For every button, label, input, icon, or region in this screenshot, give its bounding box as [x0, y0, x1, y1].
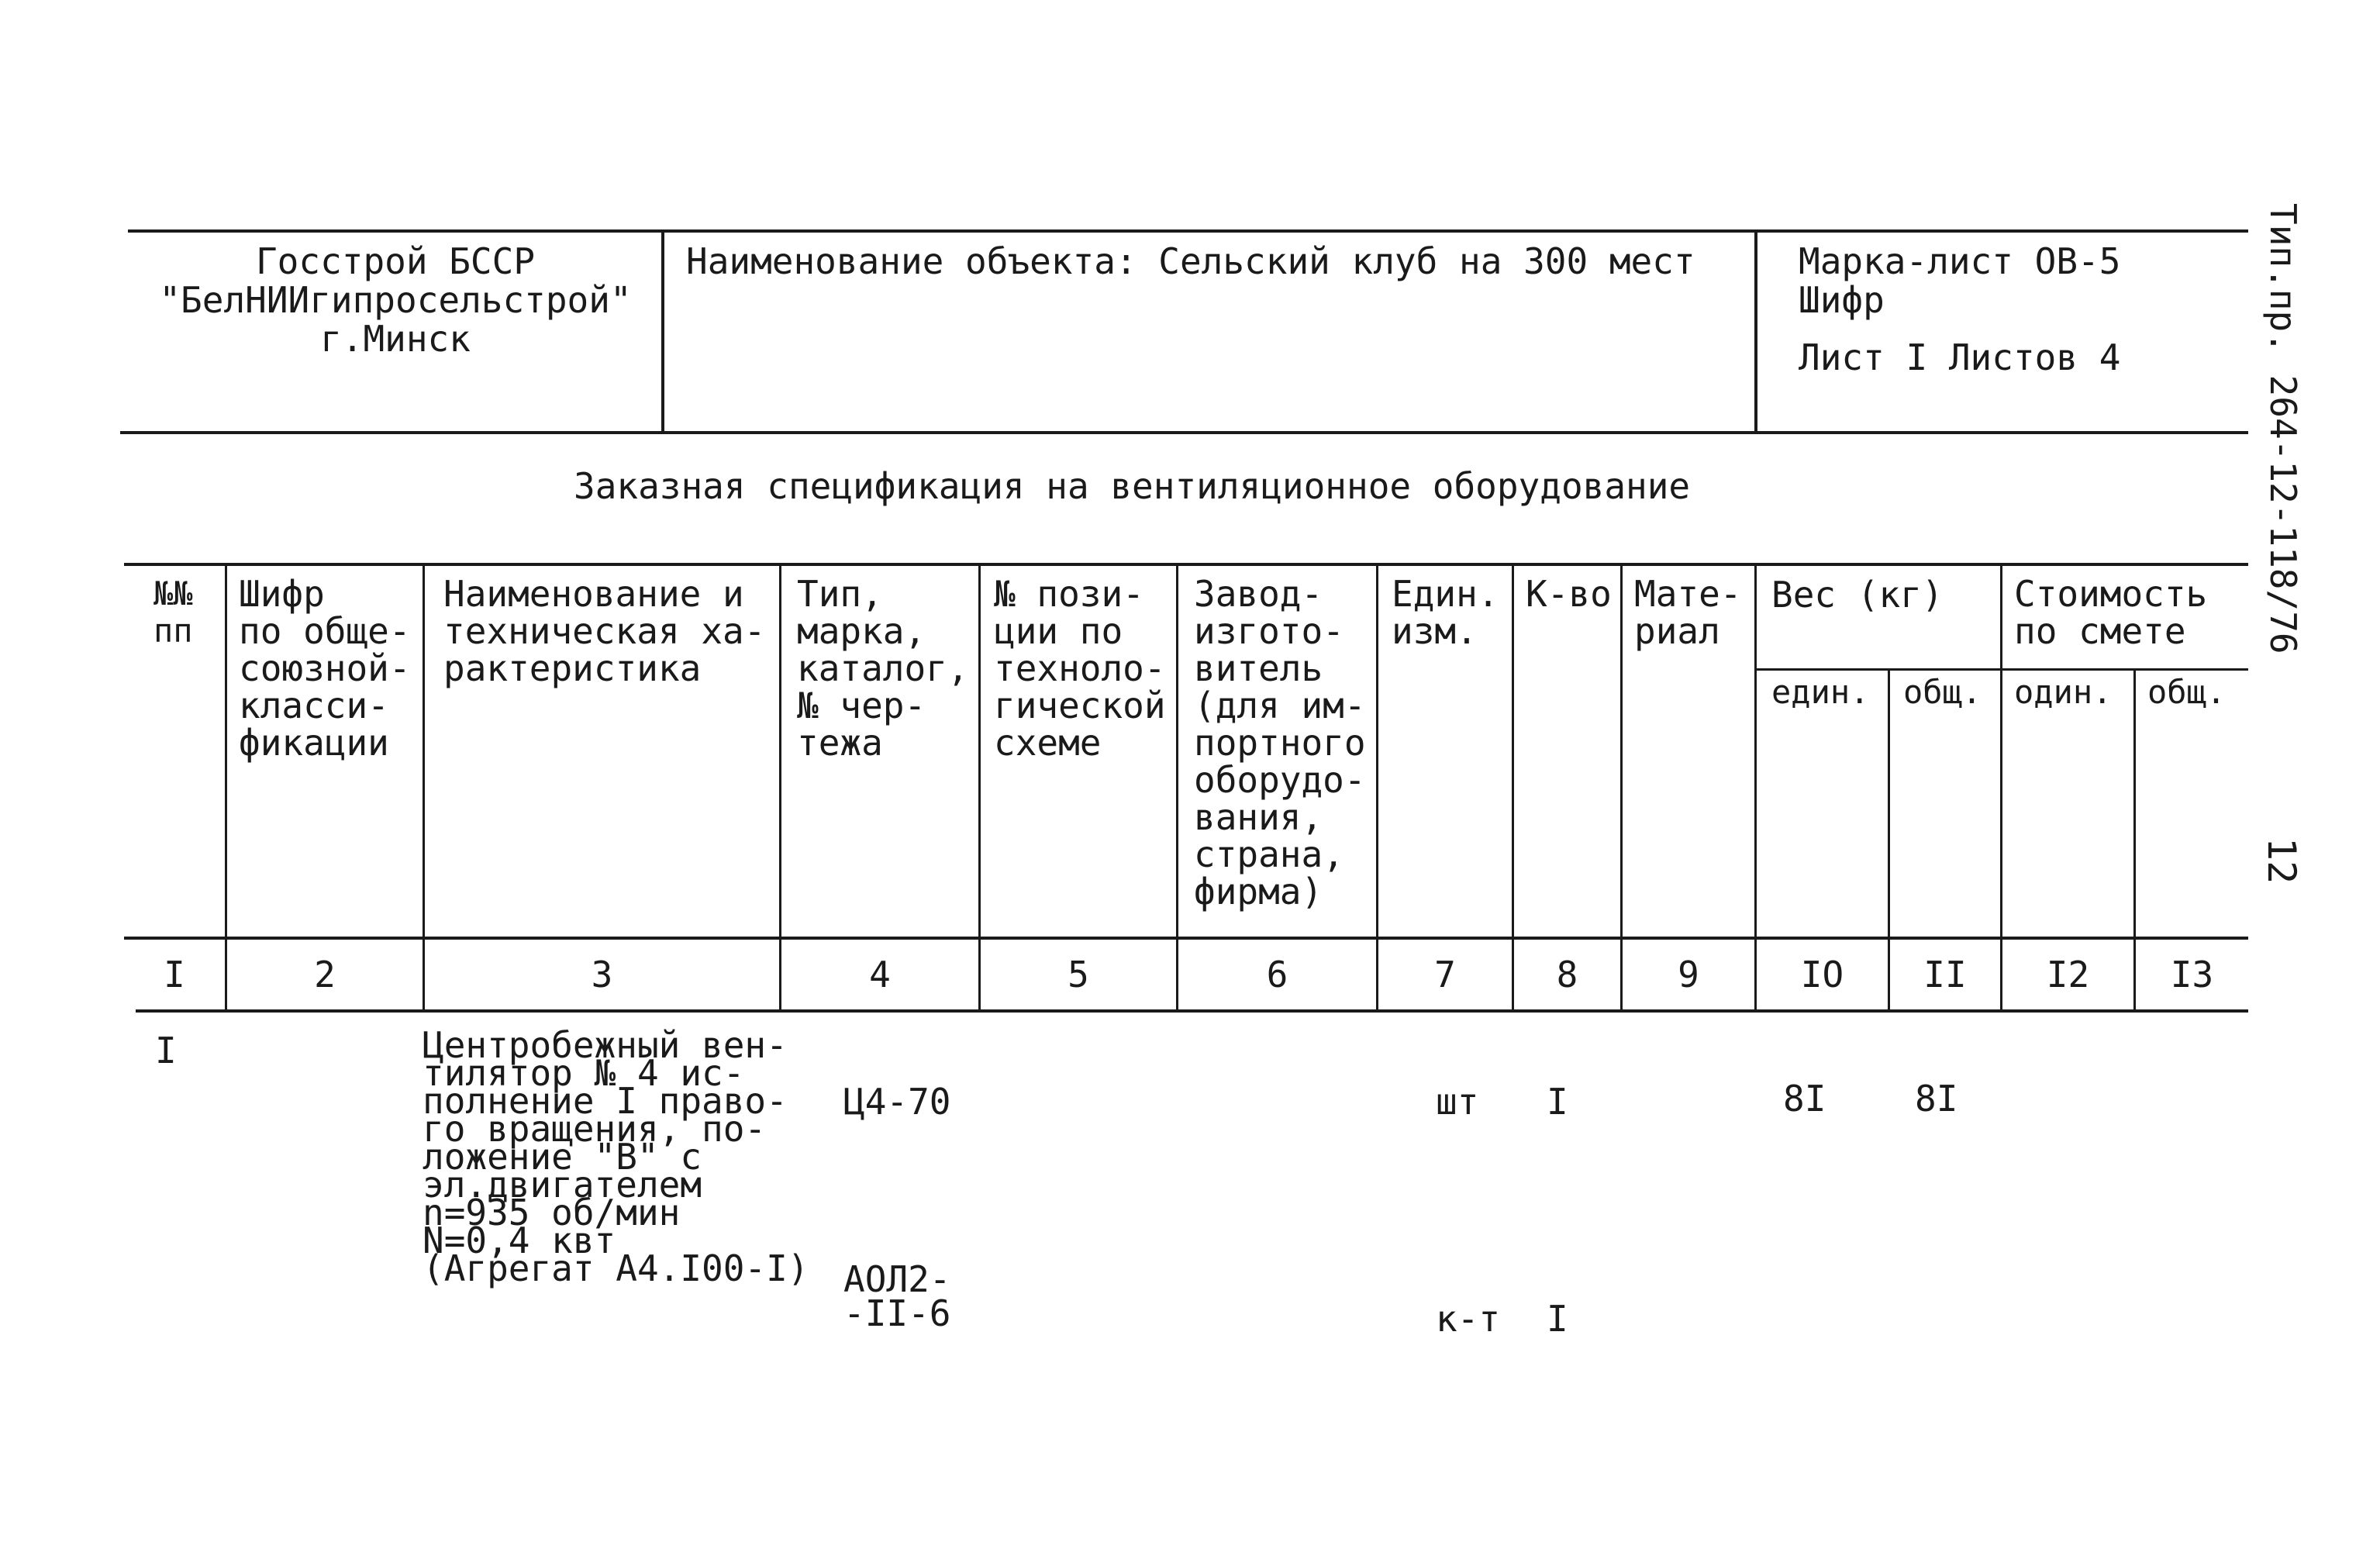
sheet-count: Лист I Листов 4 — [1799, 336, 2121, 378]
row-unit-fan: шт — [1436, 1081, 1479, 1123]
col-sep-5 — [1176, 563, 1178, 1013]
project-code: Тип.пр. 264-12-118/76 — [2262, 203, 2304, 654]
col-number-4: 4 — [869, 954, 891, 995]
header-col-7: Един. изм. — [1392, 573, 1499, 652]
title-block-divider-1 — [661, 229, 664, 434]
col-number-1: I — [164, 954, 185, 995]
cipher-label: Шифр — [1799, 279, 1885, 321]
header-bottom-line — [124, 937, 2248, 940]
header-cost: Стоимость по смете — [2014, 573, 2208, 652]
sheet-mark: Марка-лист ОВ-5 — [1799, 240, 2121, 282]
col-sep-4 — [978, 563, 981, 1013]
header-col-4: Тип, марка, каталог, № чер- тежа — [797, 573, 969, 764]
header-col-2: Шифр по обще- союзной- класси- фикации — [239, 573, 411, 764]
header-col-6: Завод- изгото- витель (для им- портного оборудо- вания, страна, фирма) — [1194, 573, 1366, 913]
col-number-12: I2 — [2046, 954, 2090, 995]
table-top-line — [124, 563, 2248, 566]
title-block-divider-2 — [1754, 229, 1757, 434]
header-weight-total: общ. — [1903, 673, 1982, 711]
header-col-1: №№ пп — [153, 574, 193, 650]
col-sep-8 — [1620, 563, 1623, 1013]
col-number-6: 6 — [1266, 954, 1288, 995]
col-number-8: 8 — [1556, 954, 1578, 995]
row-weight-unit: 8I — [1783, 1078, 1826, 1120]
specification-title: Заказная спецификация на вентиляционное оборудование — [574, 465, 1691, 507]
col-sep-7 — [1512, 563, 1514, 1013]
col-sep-3 — [779, 563, 781, 1013]
row-number: I — [155, 1030, 177, 1071]
col-number-3: 3 — [591, 954, 613, 995]
row-type-fan: Ц4-70 — [843, 1081, 951, 1123]
header-col-9: Мате- риал — [1634, 573, 1742, 652]
row-qty-motor: I — [1547, 1298, 1568, 1340]
row-qty-fan: I — [1547, 1081, 1568, 1123]
col-number-13: I3 — [2170, 954, 2214, 995]
col-number-9: 9 — [1678, 954, 1699, 995]
header-weight-unit: един. — [1771, 673, 1870, 711]
organization-name: Госстрой БССР "БелНИИгипросельстрой" г.Минск — [159, 240, 632, 360]
header-col-8: К-во — [1526, 573, 1612, 615]
header-cost-total: общ. — [2147, 673, 2227, 711]
col-sep-6 — [1376, 563, 1378, 1013]
number-row-bottom-line — [136, 1009, 2248, 1013]
col-number-5: 5 — [1068, 954, 1089, 995]
col-sep-1 — [225, 563, 227, 1013]
row-item-description: Центробежный вен- тилятор № 4 ис- полнение I право- го вращения, по- ложение "В" с эл.двигателем n=935 об/мин N=0,4 квт (Агрегат А4.I00-I) — [423, 1024, 809, 1289]
object-name: Наименование объекта: Сельский клуб на 300 мест — [686, 240, 1695, 282]
col-number-7: 7 — [1434, 954, 1456, 995]
header-col-3: Наименование и техническая ха- рактеристика — [443, 573, 766, 689]
col-number-2: 2 — [314, 954, 336, 995]
header-col-5: № пози- ции по техноло- гической схеме — [994, 573, 1166, 764]
title-block-bottom-line — [120, 431, 2248, 434]
row-unit-motor: к-т — [1436, 1298, 1501, 1340]
col-sep-11 — [2000, 563, 2002, 1013]
header-cost-unit: один. — [2014, 673, 2113, 711]
col-sep-2 — [423, 563, 425, 1013]
col-sep-9 — [1754, 563, 1757, 1013]
col-number-10: IO — [1800, 954, 1844, 995]
row-type-motor: АОЛ2- -II-6 — [843, 1258, 951, 1334]
title-block-top-line — [128, 229, 2248, 233]
header-weight: Вес (кг) — [1771, 574, 1944, 616]
col-number-11: II — [1923, 954, 1967, 995]
page-number: 12 — [2259, 837, 2304, 885]
row-weight-total: 8I — [1915, 1078, 1958, 1120]
